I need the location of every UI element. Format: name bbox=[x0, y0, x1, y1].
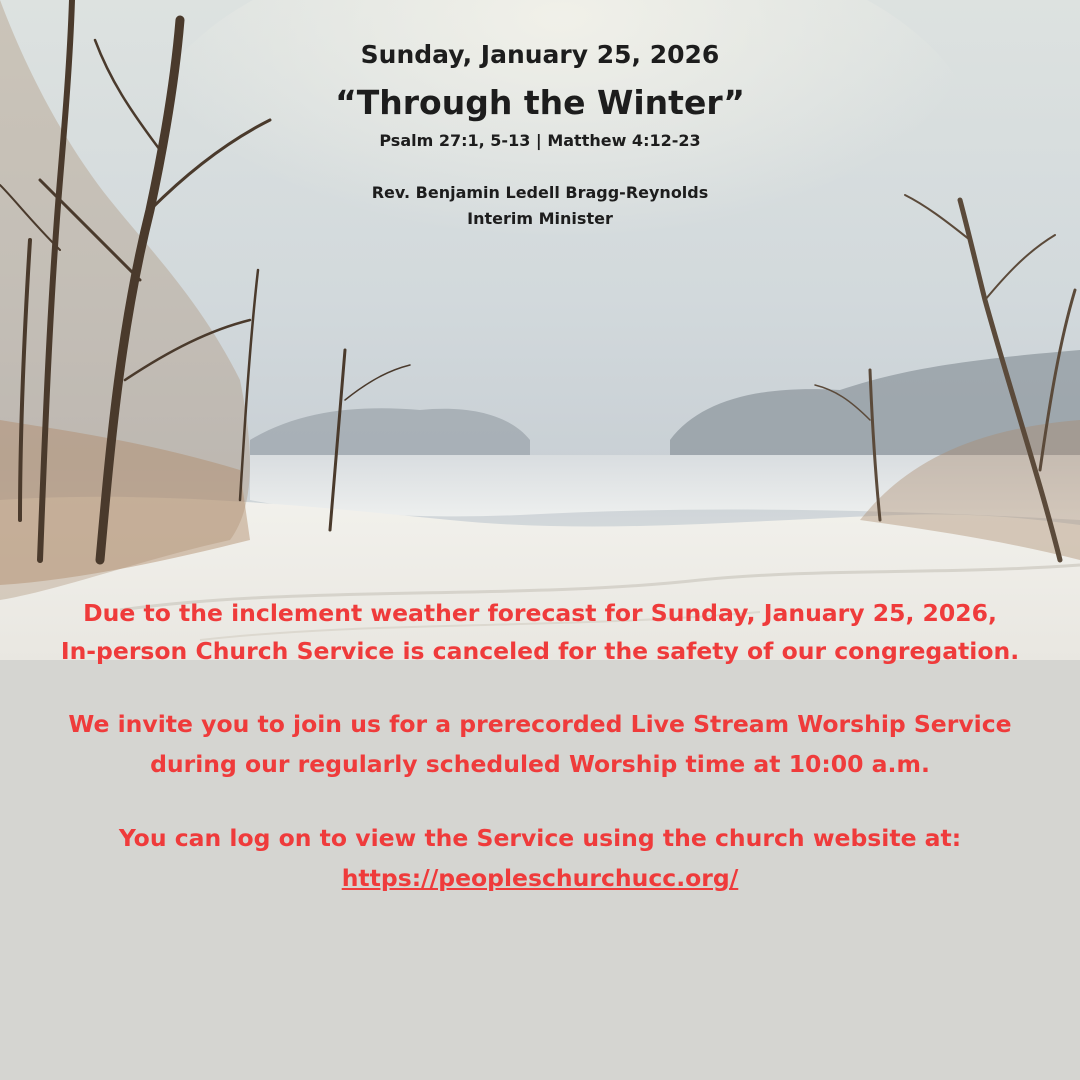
livestream-invite-line-2: during our regularly scheduled Worship time at 10:00 a.m. bbox=[150, 750, 930, 778]
minister-name: Rev. Benjamin Ledell Bragg-Reynolds bbox=[371, 183, 709, 202]
church-website-link[interactable]: https://peopleschurchucc.org/ bbox=[341, 864, 739, 892]
cancellation-notice-line-2: In-person Church Service is canceled for the safety of our congregation. bbox=[60, 637, 1020, 665]
minister-role: Interim Minister bbox=[467, 209, 613, 228]
cancellation-notice-line-1: Due to the inclement weather forecast for Sunday, January 25, 2026, bbox=[83, 599, 997, 627]
service-date: Sunday, January 25, 2026 bbox=[360, 40, 720, 69]
livestream-invite-line-1: We invite you to join us for a prerecorded Live Stream Worship Service bbox=[68, 710, 1012, 738]
scripture-references: Psalm 27:1, 5-13 | Matthew 4:12-23 bbox=[379, 131, 701, 150]
website-instructions: You can log on to view the Service using the church website at: bbox=[118, 824, 962, 852]
sermon-title: “Through the Winter” bbox=[335, 83, 745, 122]
